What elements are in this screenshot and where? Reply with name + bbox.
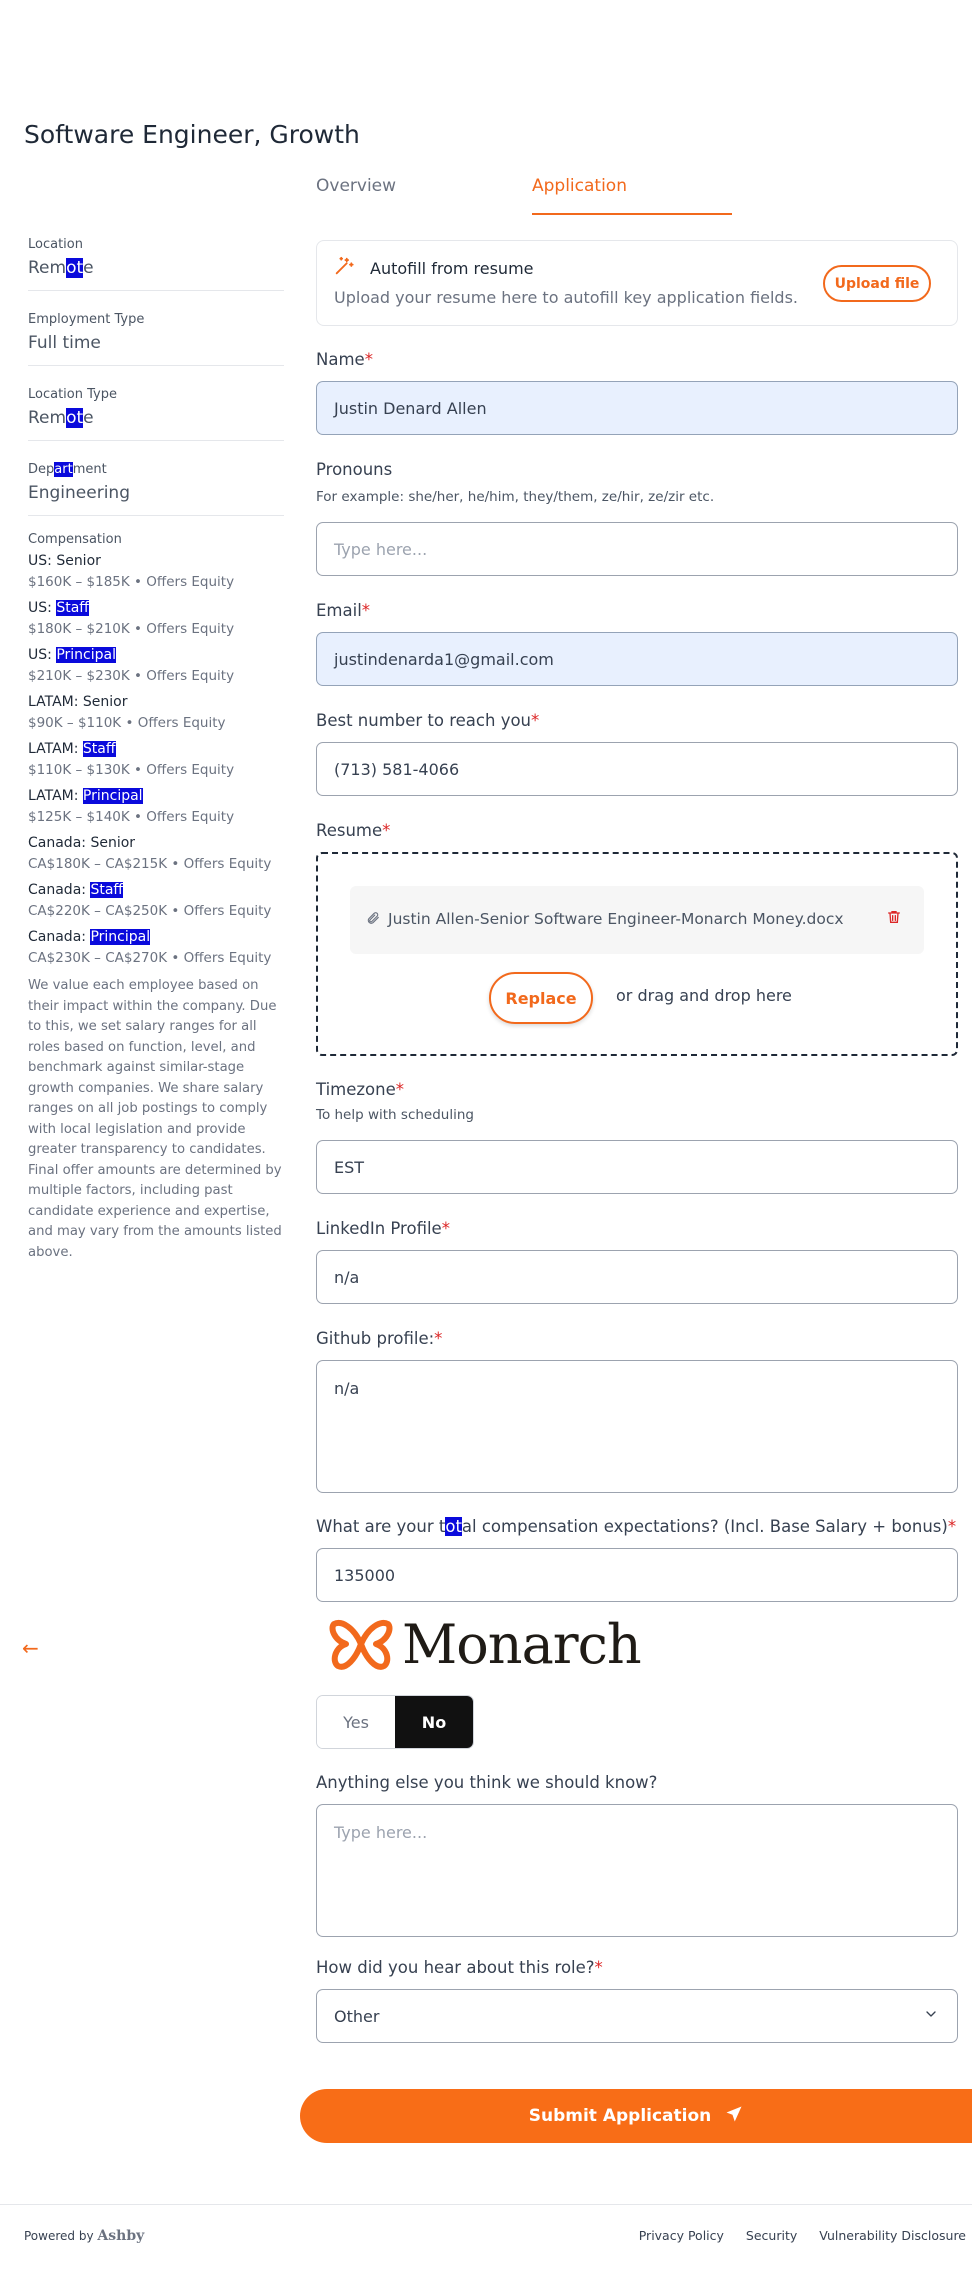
compensation-input[interactable]: 135000: [316, 1548, 958, 1602]
compensation-item: [28, 741, 284, 778]
phone-label-text: Best number to reach you: [316, 711, 532, 730]
linkedin-field-group: [316, 1219, 958, 1304]
location-value: [28, 258, 284, 278]
compensation-region: LATAM:: [28, 694, 79, 710]
privacy-policy-link[interactable]: Privacy Policy: [638, 2228, 724, 2243]
compensation-region: LATAM:: [28, 741, 79, 757]
location-type-value-highlight: ot: [66, 408, 84, 428]
compensation-level: [28, 741, 284, 757]
department-value: Engineering: [28, 483, 130, 503]
autofill-title: Autofill from resume: [370, 259, 534, 278]
autofill-subtitle: Upload your resume here to autofill key application fields.: [334, 288, 799, 307]
required-mark: *: [382, 821, 391, 840]
compensation-region: US:: [28, 553, 52, 569]
monarch-logo: [328, 1614, 641, 1674]
compensation-level-name: Principal: [90, 929, 151, 945]
chevron-down-icon: [923, 2006, 939, 2026]
hear-about-label: [316, 1958, 958, 1977]
security-link[interactable]: Security: [745, 2228, 798, 2243]
location-type-value: [28, 408, 284, 428]
resume-field-group: [316, 821, 958, 1056]
hear-about-field-group: [316, 1958, 958, 2043]
employment-type-label: Employment Type: [28, 312, 145, 327]
submit-label: Submit Application: [528, 2106, 712, 2126]
no-option[interactable]: No: [395, 1696, 473, 1748]
department-label-part: ment: [72, 462, 107, 477]
pronouns-field-group: [316, 460, 958, 576]
email-field-group: [316, 601, 958, 686]
paperclip-icon: [366, 910, 380, 930]
github-field-group: [316, 1329, 958, 1493]
hear-about-select[interactable]: [316, 1989, 958, 2043]
email-label-text: Email: [316, 601, 362, 620]
ashby-logo[interactable]: Ashby: [97, 2228, 145, 2244]
active-tab-indicator: [532, 213, 732, 215]
github-label-text: Github profile:: [316, 1329, 435, 1348]
pronouns-label: Pronouns: [316, 460, 393, 479]
anything-else-field-group: [316, 1773, 958, 1937]
monarch-wordmark: Monarch: [402, 1612, 641, 1676]
name-field-group: [316, 350, 958, 435]
resume-dropzone[interactable]: [316, 852, 958, 1056]
footer-divider: [0, 2204, 972, 2205]
department-label: [28, 462, 284, 477]
anything-else-label: Anything else you think we should know?: [316, 1773, 658, 1792]
pronouns-placeholder: Type here...: [334, 539, 428, 559]
linkedin-label-text: LinkedIn Profile: [316, 1219, 442, 1238]
github-textarea[interactable]: n/a: [316, 1360, 958, 1493]
compensation-item: [28, 788, 284, 825]
compensation-item: [28, 647, 284, 684]
pronouns-hint: For example: she/her, he/him, they/them, ze/hir, ze/zir etc.: [316, 489, 715, 505]
compensation-item: [28, 694, 284, 731]
department-label-highlight: art: [54, 462, 73, 477]
compensation-range: CA$230K – CA$270K • Offers Equity: [28, 950, 272, 966]
location-type-label: Location Type: [28, 387, 117, 402]
job-title: Software Engineer, Growth: [24, 120, 360, 149]
compensation-region: LATAM:: [28, 788, 79, 804]
compensation-level-name: Senior: [56, 553, 101, 569]
yes-option[interactable]: Yes: [317, 1696, 395, 1748]
compensation-question-part: What are your t: [316, 1517, 446, 1536]
required-mark: *: [531, 711, 540, 730]
paper-plane-icon: [725, 2105, 743, 2128]
phone-input[interactable]: (713) 581-4066: [316, 742, 958, 796]
compensation-level-name: Senior: [90, 835, 136, 851]
compensation-range: $160K – $185K • Offers Equity: [28, 574, 235, 590]
autofill-card: [316, 240, 958, 326]
linkedin-label: [316, 1219, 958, 1238]
compensation-level: [28, 600, 284, 616]
compensation-block: [28, 532, 284, 1263]
compensation-region: Canada:: [28, 882, 86, 898]
compensation-range: $110K – $130K • Offers Equity: [28, 762, 235, 778]
tab-bar: [316, 176, 732, 216]
email-input[interactable]: justindenarda1@gmail.com: [316, 632, 958, 686]
compensation-level-name: Senior: [82, 694, 128, 710]
compensation-level-name: Staff: [90, 882, 124, 898]
timezone-hint: To help with scheduling: [316, 1107, 474, 1123]
magic-wand-icon: [333, 255, 355, 282]
trash-icon[interactable]: [886, 908, 902, 931]
hear-about-label-text: How did you hear about this role?: [316, 1958, 595, 1977]
uploaded-file: [350, 886, 924, 954]
compensation-field-group: [316, 1517, 958, 1602]
location-type-block: [28, 382, 284, 441]
application-form: [316, 240, 958, 1602]
compensation-level: [28, 647, 284, 663]
compensation-region: US:: [28, 600, 52, 616]
timezone-label: [316, 1080, 958, 1099]
compensation-level: [28, 835, 284, 851]
compensation-item: [28, 600, 284, 637]
anything-else-placeholder: Type here...: [334, 1823, 428, 1842]
compensation-item: [28, 882, 284, 919]
timezone-field-group: [316, 1080, 958, 1194]
name-label: [316, 350, 958, 369]
compensation-range: CA$180K – CA$215K • Offers Equity: [28, 856, 272, 872]
compensation-item: [28, 835, 284, 872]
vulnerability-disclosure-link[interactable]: Vulnerability Disclosure: [819, 2228, 966, 2243]
location-type-value-part: e: [83, 408, 94, 428]
tab-overview[interactable]: Overview: [316, 176, 397, 196]
required-mark: *: [441, 1219, 450, 1238]
location-block: [28, 232, 284, 291]
required-mark: *: [395, 1080, 404, 1099]
compensation-level-name: Staff: [82, 741, 116, 757]
compensation-level-name: Principal: [82, 788, 143, 804]
arrow-left-icon[interactable]: ←: [22, 1636, 39, 1660]
name-label-text: Name: [316, 350, 365, 369]
butterfly-logo-icon: [328, 1614, 394, 1674]
anything-else-textarea[interactable]: [316, 1804, 958, 1937]
powered-by-text: Powered by: [24, 2229, 94, 2243]
compensation-item: [28, 929, 284, 966]
compensation-level: [28, 694, 284, 710]
resume-file-name: Justin Allen-Senior Software Engineer-Monarch Money.docx: [388, 910, 844, 928]
timezone-input[interactable]: EST: [316, 1140, 958, 1194]
compensation-level: [28, 882, 284, 898]
employment-type-block: [28, 307, 284, 366]
employment-type-value: Full time: [28, 333, 101, 353]
hear-about-selected: Other: [334, 2006, 380, 2026]
compensation-level-name: Staff: [56, 600, 89, 616]
compensation-question-part: al compensation expectations? (Incl. Base Salary + bonus): [461, 1517, 948, 1536]
linkedin-input[interactable]: n/a: [316, 1250, 958, 1304]
compensation-range: CA$220K – CA$250K • Offers Equity: [28, 903, 272, 919]
compensation-region: US:: [28, 647, 52, 663]
compensation-level-name: Principal: [56, 647, 116, 663]
compensation-question-label: [316, 1517, 958, 1536]
pronouns-input[interactable]: [316, 522, 958, 576]
compensation-region: Canada:: [28, 929, 86, 945]
compensation-list: [28, 553, 284, 966]
compensation-range: $90K – $110K • Offers Equity: [28, 715, 226, 731]
compensation-level: [28, 788, 284, 804]
compensation-description: We value each employee based on their impact within the company. Due to this, we set salary ranges for all roles based on function, level, and benchmark against similar-stage growth companies. We share salary ranges on all job postings to comply with local legislation and provide greater transparency to candidates. Final offer amounts are determined by multiple factors, including past candidate experience and expertise, and may vary from the amounts listed above.: [28, 978, 282, 1260]
required-mark: *: [364, 350, 373, 369]
tab-application[interactable]: Application: [532, 176, 627, 196]
compensation-level: [28, 553, 284, 569]
required-mark: *: [434, 1329, 443, 1348]
location-value-part: Rem: [28, 258, 67, 278]
required-mark: *: [361, 601, 371, 620]
timezone-label-text: Timezone: [316, 1080, 396, 1099]
compensation-range: $180K – $210K • Offers Equity: [28, 621, 235, 637]
required-mark: *: [594, 1958, 603, 1977]
compensation-label: Compensation: [28, 532, 122, 547]
email-label: [316, 601, 958, 620]
footer-links: [639, 2228, 966, 2243]
compensation-range: $125K – $140K • Offers Equity: [28, 809, 235, 825]
yes-no-toggle: [316, 1695, 474, 1749]
replace-button[interactable]: Replace: [489, 972, 593, 1024]
compensation-question-highlight: ot: [445, 1517, 462, 1536]
github-label: [316, 1329, 958, 1348]
required-mark: *: [947, 1517, 957, 1536]
department-block: [28, 457, 284, 516]
drag-drop-text: or drag and drop here: [616, 986, 792, 1005]
location-label: Location: [28, 237, 83, 252]
name-input[interactable]: Justin Denard Allen: [316, 381, 958, 435]
phone-label: [316, 711, 958, 730]
resume-label: [316, 821, 958, 840]
location-type-value-part: Rem: [28, 408, 67, 428]
compensation-level: [28, 929, 284, 945]
resume-label-text: Resume: [316, 821, 383, 840]
phone-field-group: [316, 711, 958, 796]
powered-by: [24, 2228, 144, 2244]
location-value-part: e: [83, 258, 94, 278]
department-label-part: Dep: [28, 462, 55, 477]
compensation-range: $210K – $230K • Offers Equity: [28, 668, 235, 684]
submit-application-button[interactable]: [300, 2089, 972, 2143]
job-details-sidebar: [28, 232, 284, 1263]
upload-file-button[interactable]: Upload file: [823, 265, 931, 302]
location-value-highlight: ot: [66, 258, 84, 278]
compensation-region: Canada:: [28, 835, 86, 851]
compensation-item: [28, 553, 284, 590]
